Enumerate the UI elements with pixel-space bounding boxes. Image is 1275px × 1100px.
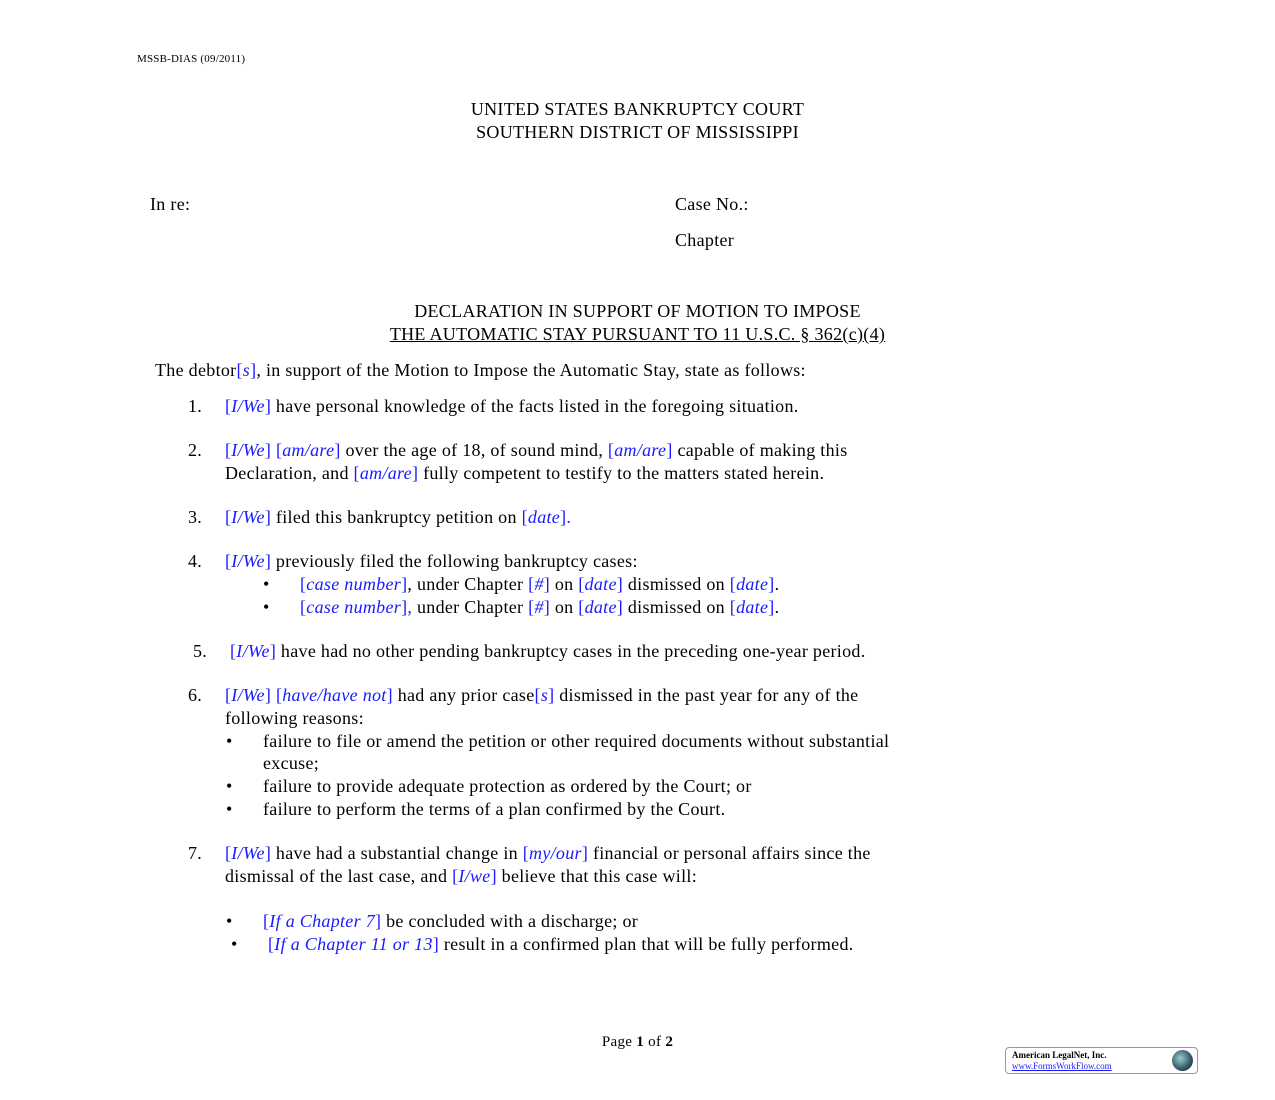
punctuation: . <box>566 507 572 527</box>
bullet-icon: • <box>263 597 270 617</box>
text: . <box>774 597 780 617</box>
item-number: 2. <box>188 440 203 460</box>
text: excuse; <box>263 753 320 773</box>
declaration-line <box>225 842 871 864</box>
placeholder-field: [date] <box>729 574 775 594</box>
placeholder-text: I/We <box>231 396 265 416</box>
placeholder-text: s <box>540 685 549 705</box>
text: , under Chapter <box>407 574 529 594</box>
placeholder-text: case number <box>306 597 402 617</box>
text: previously filed the following bankruptcy cases: <box>271 551 638 571</box>
declaration-line <box>300 596 779 618</box>
page-label: Page <box>601 1034 637 1050</box>
text: dismissed on <box>623 574 730 594</box>
text: dismissed on <box>623 597 730 617</box>
placeholder-text: I/We <box>231 507 265 527</box>
text: failure to provide adequate protection as ordered by the Court; or <box>263 776 752 796</box>
placeholder-text: date <box>736 574 769 594</box>
placeholder-text: I/We <box>231 551 265 571</box>
bullet-icon: • <box>226 776 233 796</box>
placeholder-text: have/have not <box>282 685 387 705</box>
declaration-line <box>225 439 848 461</box>
placeholder-text: date <box>736 597 769 617</box>
text: had any prior case <box>392 685 535 705</box>
placeholder-text: # <box>534 597 544 617</box>
placeholder-field: [date] <box>729 597 775 617</box>
placeholder-field: [I/We] <box>225 507 272 527</box>
bullet-icon: • <box>231 934 238 954</box>
placeholder-text: # <box>534 574 544 594</box>
placeholder-field: [I/We] <box>225 440 272 460</box>
placeholder-field: [date] <box>521 507 567 527</box>
text: capable of making this <box>672 440 848 460</box>
item-number: 5. <box>193 641 208 661</box>
placeholder-field: [have/have not] <box>275 685 393 705</box>
placeholder-text: am/are <box>359 463 412 483</box>
placeholder-field: [case number] <box>300 597 408 617</box>
page-number: 1 <box>636 1034 645 1050</box>
placeholder-text: s <box>242 360 251 380</box>
text: result in a confirmed plan that will be fully performed. <box>439 934 854 954</box>
declaration-line <box>263 752 319 774</box>
chapter-label: Chapter <box>675 230 735 250</box>
placeholder-text: case number <box>306 574 402 594</box>
placeholder-field: [#] <box>528 574 551 594</box>
text: failure to file or amend the petition or other required documents without substantial <box>263 731 890 751</box>
declaration-line <box>263 730 889 752</box>
placeholder-field: [I/We] <box>230 641 277 661</box>
declaration-line <box>268 933 854 955</box>
court-name: UNITED STATES BANKRUPTCY COURT <box>470 99 805 119</box>
placeholder-field: [case number] <box>300 574 408 594</box>
text: have had a substantial change in <box>271 843 523 863</box>
placeholder-text: my/our <box>529 843 582 863</box>
punctuation: , <box>407 597 413 617</box>
placeholder-text: I/We <box>236 641 270 661</box>
placeholder-text: am/are <box>282 440 335 460</box>
globe-icon <box>1172 1050 1193 1071</box>
placeholder-text: am/are <box>614 440 667 460</box>
declaration-line <box>225 707 364 729</box>
publisher-logo <box>1005 1047 1198 1074</box>
declaration-line <box>230 640 866 662</box>
text: failure to perform the terms of a plan confirmed by the Court. <box>263 799 726 819</box>
text: have had no other pending bankruptcy cases in the preceding one-year period. <box>276 641 866 661</box>
placeholder-field: [my/our] <box>522 843 589 863</box>
text: dismissed in the past year for any of the <box>554 685 859 705</box>
declaration-line <box>225 506 571 528</box>
placeholder-field: [am/are] <box>607 440 673 460</box>
text: on <box>550 574 579 594</box>
placeholder-field: [s] <box>534 685 555 705</box>
placeholder-text: date <box>584 597 617 617</box>
placeholder-field: [am/are] <box>275 440 341 460</box>
document-title: DECLARATION IN SUPPORT OF MOTION TO IMPOSE <box>414 301 861 321</box>
page-of: of <box>644 1034 666 1050</box>
text: . <box>774 574 780 594</box>
bullet-icon: • <box>263 574 270 594</box>
placeholder-text: If a Chapter 11 or 13 <box>274 934 433 954</box>
declaration-line <box>155 359 806 381</box>
bullet-icon: • <box>226 731 233 751</box>
text: be concluded with a discharge; or <box>381 911 639 931</box>
placeholder-text: I/we <box>458 866 491 886</box>
item-number: 4. <box>188 551 203 571</box>
document-subtitle-text: THE AUTOMATIC STAY PURSUANT TO 11 U.S.C. § 362(c)(4) <box>389 324 886 344</box>
text: following reasons: <box>225 708 364 728</box>
text: on <box>550 597 579 617</box>
placeholder-field: [If a Chapter 7] <box>263 911 382 931</box>
declaration-line <box>225 395 799 417</box>
text: filed this bankruptcy petition on <box>271 507 522 527</box>
text: have personal knowledge of the facts listed in the foregoing situation. <box>271 396 799 416</box>
text: over the age of 18, of sound mind, <box>340 440 608 460</box>
declaration-line <box>300 573 779 595</box>
text: fully competent to testify to the matters stated herein. <box>418 463 825 483</box>
in-re-label: In re: <box>150 194 191 214</box>
item-number: 3. <box>188 507 203 527</box>
placeholder-text: I/We <box>231 685 265 705</box>
text: The debtor <box>155 360 237 380</box>
bullet-icon: • <box>226 911 233 931</box>
text: dismissal of the last case, and <box>225 866 453 886</box>
publisher-name: American LegalNet, Inc. <box>1012 1050 1107 1060</box>
document-subtitle <box>0 323 1275 345</box>
text: , in support of the Motion to Impose the Automatic Stay, state as follows: <box>256 360 806 380</box>
placeholder-field: [I/We] <box>225 396 272 416</box>
case-no-label: Case No.: <box>675 194 749 214</box>
placeholder-field: [date] <box>578 597 624 617</box>
placeholder-field: [date] <box>578 574 624 594</box>
text: believe that this case will: <box>496 866 698 886</box>
placeholder-text: I/We <box>231 440 265 460</box>
item-number: 6. <box>188 685 203 705</box>
item-number: 1. <box>188 396 203 416</box>
placeholder-field: [I/We] <box>225 685 272 705</box>
text: Declaration, and <box>225 463 354 483</box>
declaration-line <box>225 462 824 484</box>
text: under Chapter <box>412 597 529 617</box>
declaration-line <box>263 910 638 932</box>
court-district: SOUTHERN DISTRICT OF MISSISSIPPI <box>476 122 799 142</box>
placeholder-field: [#] <box>528 597 551 617</box>
placeholder-field: [I/We] <box>225 843 272 863</box>
declaration-line <box>263 798 725 820</box>
declaration-line <box>225 550 638 572</box>
placeholder-field: [I/We] <box>225 551 272 571</box>
item-number: 7. <box>188 843 203 863</box>
publisher-link[interactable]: www.FormsWorkFlow.com <box>1012 1061 1112 1071</box>
placeholder-field: [am/are] <box>353 463 419 483</box>
text: financial or personal affairs since the <box>588 843 871 863</box>
placeholder-field: [If a Chapter 11 or 13] <box>268 934 440 954</box>
placeholder-text: I/We <box>231 843 265 863</box>
placeholder-text: If a Chapter 7 <box>269 911 375 931</box>
declaration-line <box>225 865 697 887</box>
form-id: MSSB-DIAS (09/2011) <box>137 53 246 65</box>
placeholder-field: [s] <box>236 360 257 380</box>
placeholder-text: date <box>584 574 617 594</box>
bullet-icon: • <box>226 799 233 819</box>
placeholder-field: [I/we] <box>452 866 497 886</box>
declaration-line <box>263 775 752 797</box>
page-total: 2 <box>665 1034 674 1050</box>
declaration-line <box>225 684 858 706</box>
placeholder-text: date <box>527 507 561 527</box>
